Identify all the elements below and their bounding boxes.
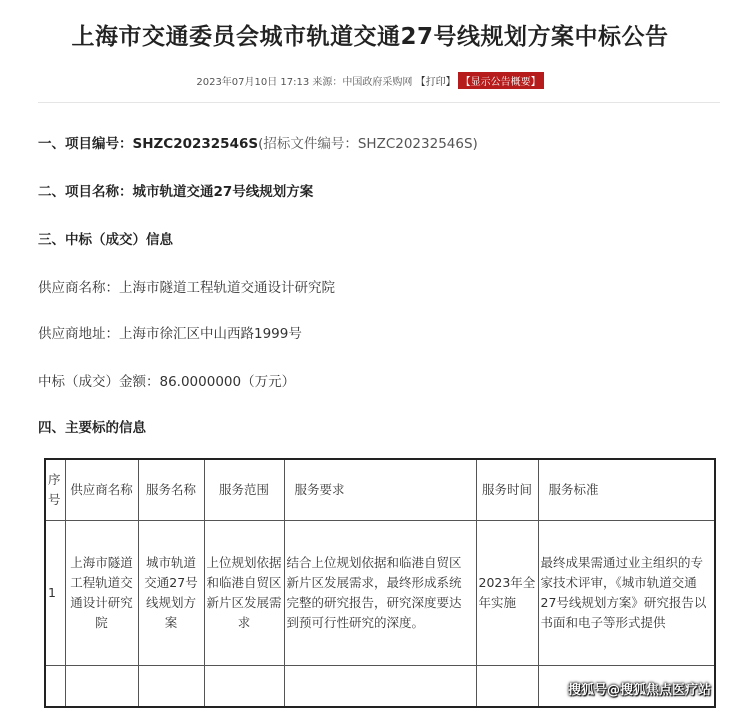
header-cell-index: 序号 bbox=[45, 459, 65, 521]
page-title: 上海市交通委员会城市轨道交通27号线规划方案中标公告 bbox=[71, 24, 669, 50]
project-number-line bbox=[38, 132, 478, 152]
watermark: 搜狐号@搜狐焦点医疗站 bbox=[568, 683, 712, 698]
print-link[interactable]: 【打印】 bbox=[415, 77, 456, 88]
header-cell-service-name: 服务名称 bbox=[138, 459, 204, 521]
project-name-value: 城市轨道交通27号线规划方案 bbox=[132, 184, 314, 200]
publish-date-source: 2023年07月10日 17:13 来源：中国政府采购网 bbox=[196, 77, 413, 88]
project-name-label: 二、项目名称： bbox=[38, 184, 133, 200]
cell-service-time: 2023年全年实施 bbox=[476, 521, 538, 666]
header-cell-service-standard: 服务标准 bbox=[538, 459, 715, 521]
show-summary-button[interactable]: 【显示公告概要】 bbox=[458, 72, 544, 89]
header-divider bbox=[38, 102, 720, 103]
header-cell-service-time: 服务时间 bbox=[476, 459, 538, 521]
publish-meta bbox=[0, 72, 740, 89]
supplier-address: 供应商地址：上海市徐汇区中山西路1999号 bbox=[38, 326, 302, 342]
cell-service-requirement: 结合上位规划依据和临港自贸区新片区发展需求，最终形成系统完整的研究报告，研究深度要达到预可行性研究的深度。 bbox=[284, 521, 476, 666]
header-cell-service-requirement: 服务要求 bbox=[284, 459, 476, 521]
header-cell-service-scope: 服务范围 bbox=[204, 459, 284, 521]
table-row bbox=[45, 521, 715, 666]
table-header-row bbox=[45, 459, 715, 521]
project-name-line bbox=[38, 180, 313, 200]
supplier-name: 供应商名称：上海市隧道工程轨道交通设计研究院 bbox=[38, 280, 335, 296]
cell-service-scope: 上位规划依据和临港自贸区新片区发展需求 bbox=[204, 521, 284, 666]
award-info-heading: 三、中标（成交）信息 bbox=[38, 232, 173, 248]
award-amount: 中标（成交）金额：86.0000000（万元） bbox=[38, 374, 296, 390]
header-cell-supplier: 供应商名称 bbox=[65, 459, 138, 521]
main-subject-heading: 四、主要标的信息 bbox=[38, 420, 146, 436]
subject-info-table bbox=[44, 458, 716, 708]
project-number-value: SHZC20232546S bbox=[132, 136, 259, 152]
cell-index: 1 bbox=[45, 521, 65, 666]
project-number-label: 一、项目编号： bbox=[38, 136, 133, 152]
tender-doc-number: (招标文件编号：SHZC20232546S) bbox=[258, 136, 478, 152]
cell-supplier: 上海市隧道工程轨道交通设计研究院 bbox=[65, 521, 138, 666]
cell-service-standard: 最终成果需通过业主组织的专家技术评审，《城市轨道交通27号线规划方案》研究报告以书面和电子等形式提供 bbox=[538, 521, 715, 666]
cell-service-name: 城市轨道交通27号线规划方案 bbox=[138, 521, 204, 666]
